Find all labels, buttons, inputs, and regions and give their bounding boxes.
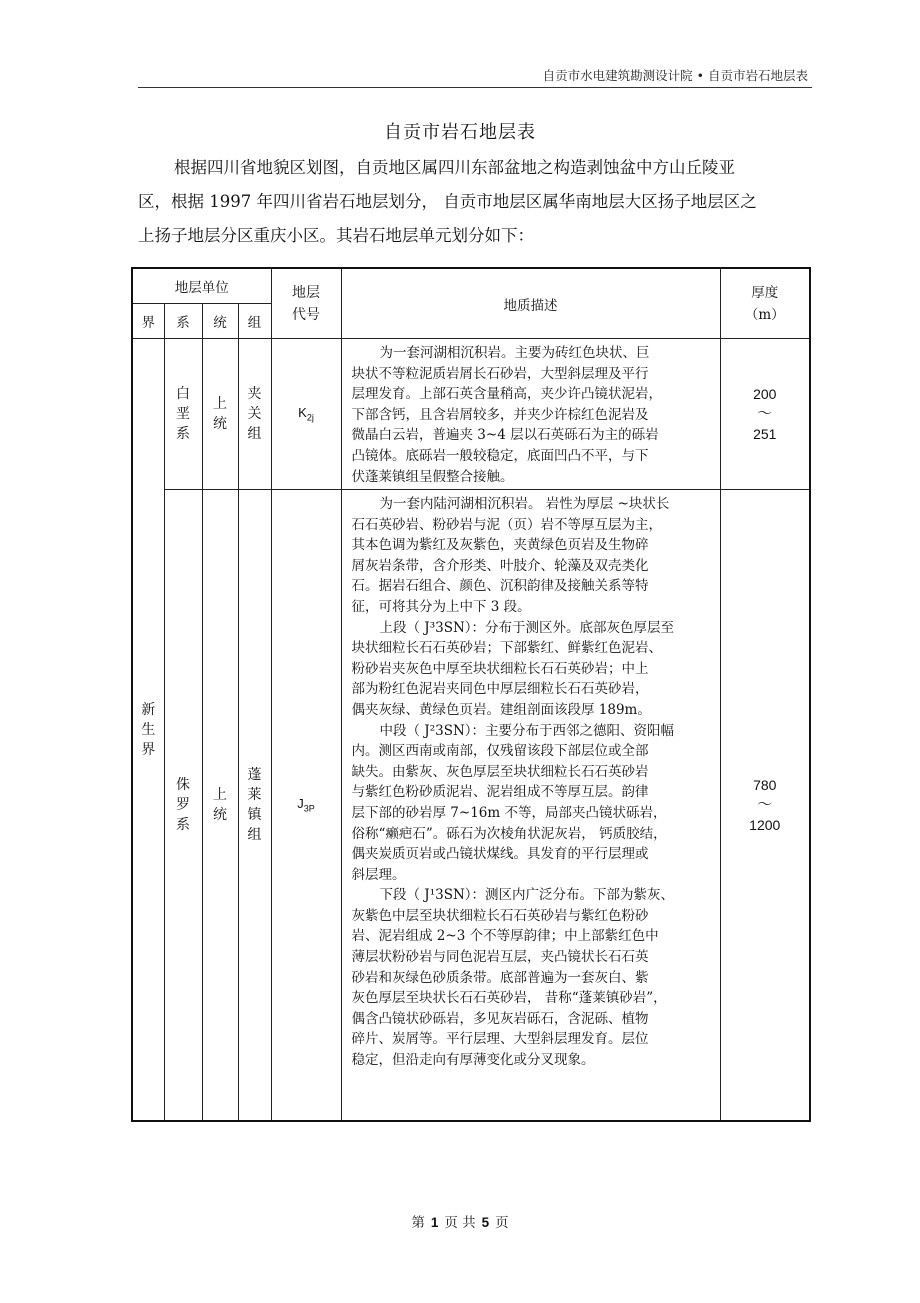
header-desc: 地质描述 — [341, 268, 720, 339]
header-zu: 组 — [238, 304, 271, 339]
document-title: 自贡市岩石地层表 — [384, 122, 536, 143]
tong-cell — [202, 339, 238, 490]
zu-cell — [238, 490, 271, 1122]
thickness-cell — [720, 339, 810, 490]
header-code — [271, 268, 341, 339]
desc-line: 俗称“癞疤石”。砾石为次棱角状泥灰岩， 钙质胶结， — [351, 825, 667, 842]
page-header-text: 自贡市水电建筑勘测设计院 • 自贡市岩石地层表 — [542, 68, 808, 83]
footer-total-pages: 5 — [481, 1215, 490, 1230]
desc-line: 屑灰岩条带，含介形类、叶肢介、轮藻及双壳类化 — [351, 557, 649, 574]
zu-cell — [238, 339, 271, 490]
desc-line: 岩、泥岩组成 2~3 个不等厚韵律；中上部紫红色中 — [351, 928, 659, 945]
header-rule — [138, 87, 812, 88]
header-jie: 界 — [132, 304, 164, 339]
header-thickness-unit: （m） — [744, 306, 785, 323]
desc-line: 上段（ J³3SN）：分布于测区外。底部灰色厚层至 — [379, 619, 675, 636]
intro-line-2: 区，根据 1997 年四川省岩石地层划分， 自贡市地层区属华南地层大区扬子地层区之 — [138, 192, 757, 211]
header-code-label: 地层代号 — [292, 284, 320, 323]
header-thickness — [720, 268, 810, 339]
table-row — [132, 339, 810, 490]
desc-line: 碎片、炭屑等。平行层理、大型斜层理发育。层位 — [351, 1031, 649, 1048]
footer-page-number: 1 — [430, 1215, 439, 1230]
jie-cell — [132, 339, 164, 1122]
code-cell — [271, 490, 341, 1122]
desc-line: 与紫红色粉砂质泥岩、泥岩组成不等厚互层。韵律 — [351, 784, 649, 801]
desc-line: 其本色调为紫红及灰紫色，夹黄绿色页岩及生物碎 — [351, 537, 649, 554]
desc-line: 砂岩和灰绿色砂质条带。底部普遍为一套灰白、紫 — [351, 969, 649, 986]
desc-line: 下部含钙，且含岩屑较多，并夹少许棕红色泥岩及 — [351, 406, 649, 423]
desc-line: 石石英砂岩、粉砂岩与泥（页）岩不等厚互层为主， — [351, 516, 662, 533]
table-row — [132, 490, 810, 1122]
header-unit: 地层单位 — [132, 268, 271, 304]
desc-line: 石。据岩石组合、颜色、沉积韵律及接触关系等特 — [351, 578, 649, 595]
code-sub: 3P — [303, 803, 315, 814]
desc-line: 粉砂岩夹灰色中厚至块状细粒长石石英砂岩；中上 — [351, 660, 649, 677]
thickness-sep: ～ — [757, 796, 773, 813]
desc-line: 为一套河湖相沉积岩。主要为砖红色块状、巨 — [379, 345, 650, 361]
footer-prefix: 第 — [411, 1215, 425, 1231]
xi-value: 白垩系 — [176, 386, 190, 442]
thickness-sep: ～ — [757, 405, 773, 422]
thickness-cell — [720, 490, 810, 1122]
description-cell — [341, 490, 720, 1122]
description-cell — [341, 339, 720, 490]
thickness-high: 1200 — [749, 817, 781, 833]
footer-suffix: 页 — [495, 1215, 509, 1231]
desc-line: 层理发育。上部石英含量稍高，夹少许凸镜状泥岩， — [351, 386, 662, 403]
header-tong: 统 — [202, 304, 238, 339]
xi-cell — [164, 339, 202, 490]
desc-line: 斜层理。 — [351, 866, 406, 883]
zu-value: 夹关组 — [247, 386, 262, 442]
header-xi: 系 — [164, 304, 202, 339]
code-main: J — [297, 796, 304, 812]
desc-line: 为一套内陆河湖相沉积岩。 岩性为厚层 ~块状长 — [379, 496, 670, 512]
xi-cell — [164, 490, 202, 1122]
desc-line: 层下部的砂岩厚 7~16m 不等，局部夹凸镜状砾岩， — [351, 804, 667, 821]
desc-line: 征，可将其分为上中下 3 段。 — [351, 598, 531, 615]
desc-line: 薄层状粉砂岩与同色泥岩互层，夹凸镜状长石石英 — [351, 949, 649, 966]
tong-value: 上统 — [213, 396, 227, 432]
thickness-low: 780 — [753, 777, 777, 793]
desc-line: 缺失。由紫灰、灰色厚层至块状细粒长石石英砂岩 — [351, 763, 649, 780]
desc-line: 内。测区西南或南部，仅残留该段下部层位或全部 — [351, 743, 649, 760]
page-footer — [0, 1211, 920, 1231]
desc-line: 下段（ J¹3SN）：测区内广泛分布。下部为紫灰、 — [379, 887, 675, 904]
desc-line: 灰紫色中层至块状细粒长石石英砂岩与紫红色粉砂 — [351, 907, 649, 924]
thickness-high: 251 — [753, 426, 777, 442]
footer-mid: 页 共 — [444, 1215, 476, 1231]
desc-line: 部为粉红色泥岩夹同色中厚层细粒长石石英砂岩， — [351, 681, 649, 698]
intro-line-3: 上扬子地层分区重庆小区。其岩石地层单元划分如下： — [138, 226, 534, 245]
desc-line: 块状不等粒泥质岩屑长石砂岩，大型斜层理及平行 — [351, 365, 649, 382]
thickness-low: 200 — [753, 386, 777, 402]
header-row-1 — [132, 268, 810, 304]
desc-line: 块状细粒长石石英砂岩；下部紫红、鲜紫红色泥岩、 — [351, 640, 662, 657]
desc-line: 偶夹灰绿、黄绿色页岩。建组剖面该段厚 189m。 — [351, 701, 651, 718]
desc-line: 偶含凸镜状砂砾岩，多见灰岩砾石，含泥砾、植物 — [351, 1010, 649, 1027]
desc-line: 灰色厚层至块状长石石英砂岩， 昔称“蓬莱镇砂岩”， — [351, 990, 667, 1007]
strata-table — [131, 267, 811, 1122]
desc-line: 伏蓬莱镇组呈假整合接触。 — [351, 468, 514, 485]
desc-line: 微晶白云岩，普遍夹 3~4 层以石英砾石为主的砾岩 — [351, 427, 659, 444]
desc-line: 偶夹炭质页岩或凸镜状煤线。具发育的平行层理或 — [351, 846, 649, 863]
desc-line: 中段（ J²3SN）：主要分布于西邻之德阳、资阳幅 — [379, 722, 675, 739]
tong-value: 上统 — [213, 787, 227, 823]
code-sub: 2j — [306, 412, 314, 423]
header-thickness-label: 厚度 — [751, 284, 779, 301]
jie-value: 新生界 — [141, 701, 156, 758]
desc-line: 凸镜体。底砾岩一般较稳定，底面凹凸不平，与下 — [351, 447, 649, 464]
code-main: K — [298, 405, 307, 421]
desc-line: 稳定，但沿走向有厚薄变化或分叉现象。 — [351, 1052, 595, 1069]
tong-cell — [202, 490, 238, 1122]
zu-value: 蓬莱镇组 — [247, 767, 262, 843]
intro-line-1: 根据四川省地貌区划图，自贡地区属四川东部盆地之构造剥蚀盆中方山丘陵亚 — [174, 158, 735, 177]
intro-paragraph — [138, 151, 812, 253]
xi-value: 侏罗系 — [176, 777, 190, 833]
code-cell — [271, 339, 341, 490]
